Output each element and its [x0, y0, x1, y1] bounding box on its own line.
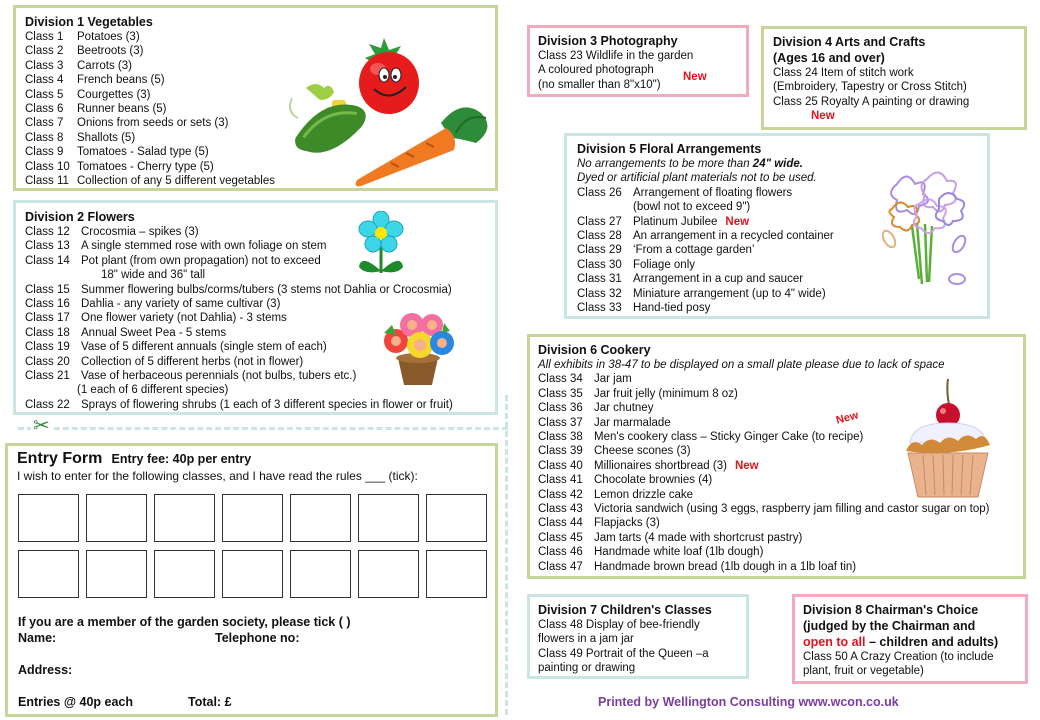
class-number: Class 8	[25, 131, 64, 144]
class-description: Vase of herbaceous perennials (not bulbs, tubers etc.)	[81, 370, 357, 383]
class-description: Cheese scones (3)	[594, 445, 691, 458]
division-title: Division 8 Chairman's Choice	[803, 603, 979, 617]
class-number: Class 16	[25, 298, 70, 311]
class-number: Class 7	[25, 117, 64, 130]
class-description: Vase of 5 different annuals (single stem of each)	[81, 341, 327, 354]
class-number: Class 18	[25, 326, 70, 339]
class-number: Class 46	[538, 546, 583, 559]
class-description: Summer flowering bulbs/corms/tubers (3 stems not Dahlia or Crocosmia)	[81, 283, 452, 296]
class-description: Dahlia - any variety of same cultivar (3)	[81, 298, 281, 311]
class-number: Class 17	[25, 312, 70, 325]
class-number: Class 37	[538, 416, 583, 429]
class-entry-grid	[18, 494, 487, 598]
cut-line	[18, 427, 508, 430]
class-line: Class 25 Royalty A painting or drawing	[773, 95, 970, 108]
class-description: Tomatoes - Cherry type (5)	[77, 160, 214, 173]
class-line: (Embroidery, Tapestry or Cross Stitch)	[773, 81, 967, 94]
division-5-floral-arrangements	[564, 133, 990, 319]
division-8-chairmans-choice	[792, 594, 1028, 684]
division-title: Division 4 Arts and Crafts	[773, 35, 926, 49]
new-badge: New	[834, 409, 860, 427]
class-number: Class 1	[25, 31, 64, 43]
class-description: Jar fruit jelly (minimum 8 oz)	[594, 387, 738, 400]
class-number: Class 4	[25, 74, 64, 87]
division-subtitle: (judged by the Chairman and	[803, 619, 976, 633]
class-number: Class 32	[577, 287, 622, 300]
class-description: Lemon drizzle cake	[594, 488, 694, 501]
class-description: Collection of 5 different herbs (not in flower)	[81, 355, 304, 368]
entry-form	[5, 443, 498, 717]
class-number: Class 13	[25, 240, 70, 253]
class-entry-cell[interactable]	[154, 550, 215, 598]
class-line: plant, fruit or vegetable)	[803, 665, 924, 678]
class-description-continued: 18" wide and 36" tall	[101, 269, 206, 282]
member-tick-line[interactable]: If you are a member of the garden society, please tick ( )	[18, 615, 351, 629]
class-number: Class 26	[577, 186, 622, 199]
class-item	[25, 225, 486, 239]
class-number: Class 30	[577, 258, 622, 271]
class-description: Courgettes (3)	[77, 88, 151, 101]
class-number: Class 21	[25, 370, 70, 383]
division-1-vegetables	[13, 5, 498, 191]
carrot-icon	[346, 98, 506, 188]
division-7-childrens-classes	[527, 594, 749, 679]
class-item	[25, 283, 486, 297]
class-number: Class 44	[538, 517, 583, 530]
class-description: Carrots (3)	[77, 59, 132, 72]
class-description: Collection of any 5 different vegetables	[77, 175, 275, 188]
cupcake-icon	[898, 371, 998, 501]
class-description-continued: (1 each of 6 different species)	[77, 384, 229, 397]
class-item	[538, 502, 1015, 516]
new-badge: New	[725, 215, 750, 228]
class-description: Chocolate brownies (4)	[594, 474, 713, 487]
class-description: Handmade white loaf (1lb dough)	[594, 546, 764, 559]
class-description: Miniature arrangement (up to 4" wide)	[633, 287, 826, 300]
class-item	[538, 516, 1015, 530]
class-entry-cell[interactable]	[86, 550, 147, 598]
class-entry-cell[interactable]	[154, 494, 215, 542]
class-number: Class 9	[25, 146, 64, 159]
class-description: Sprays of flowering shrubs (1 each of 3 different species in flower or fruit)	[81, 398, 453, 411]
class-description: Handmade brown bread (1lb dough in a 1lb loaf tin)	[594, 560, 857, 573]
class-number: Class 40	[538, 459, 583, 472]
class-number: Class 35	[538, 387, 583, 400]
class-number: Class 10	[25, 160, 70, 173]
class-line: Class 24 Item of stitch work	[773, 67, 914, 79]
telephone-field-label[interactable]: Telephone no:	[215, 631, 300, 645]
division-subtitle: (Ages 16 and over)	[773, 51, 885, 65]
class-number: Class 42	[538, 488, 583, 501]
name-field-label[interactable]: Name:	[18, 631, 57, 645]
class-number: Class 3	[25, 59, 64, 72]
class-number: Class 36	[538, 402, 583, 415]
class-description: Potatoes (3)	[77, 31, 140, 43]
division-title: Division 5 Floral Arrangements	[577, 142, 762, 156]
class-number: Class 31	[577, 273, 622, 286]
class-line: Class 50 A Crazy Creation (to include	[803, 651, 994, 663]
class-description: Shallots (5)	[77, 131, 136, 144]
class-entry-cell[interactable]	[222, 550, 283, 598]
class-description: Hand-tied posy	[633, 302, 711, 315]
class-description: French beans (5)	[77, 74, 165, 87]
address-field-label[interactable]: Address:	[18, 663, 73, 677]
class-description: Foliage only	[633, 258, 696, 271]
division-title: Division 2 Flowers	[25, 210, 135, 224]
class-item	[25, 254, 486, 268]
class-description: Flapjacks (3)	[594, 517, 660, 530]
class-description: Annual Sweet Pea - 5 stems	[81, 326, 227, 339]
class-number: Class 6	[25, 103, 64, 116]
class-item	[538, 545, 1015, 559]
class-line: (no smaller than 8"x10")	[538, 78, 661, 91]
class-description: Jar chutney	[594, 402, 654, 415]
class-entry-cell[interactable]	[18, 550, 79, 598]
class-number: Class 11	[25, 175, 69, 188]
class-number: Class 2	[25, 45, 64, 58]
entry-fee: Entry fee: 40p per entry	[111, 452, 252, 466]
class-number: Class 39	[538, 445, 583, 458]
class-line: flowers in a jam jar	[538, 633, 634, 646]
class-item	[538, 560, 1015, 574]
class-number: Class 27	[577, 215, 622, 228]
class-entry-cell[interactable]	[18, 494, 79, 542]
class-description: Millionaires shortbread (3)	[594, 459, 727, 472]
class-number: Class 22	[25, 398, 70, 411]
division-title: Division 6 Cookery	[538, 343, 651, 357]
cut-line-vertical	[505, 395, 508, 715]
class-line: painting or drawing	[538, 662, 636, 675]
division-4-arts-crafts	[761, 26, 1027, 130]
class-number: Class 45	[538, 531, 583, 544]
class-number: Class 20	[25, 355, 70, 368]
class-item	[577, 301, 977, 315]
class-entry-cell[interactable]	[222, 494, 283, 542]
class-entry-cell[interactable]	[358, 550, 419, 598]
class-description: ‘From a cottage garden’	[633, 244, 755, 257]
class-entry-cell[interactable]	[290, 550, 351, 598]
new-badge: New	[683, 71, 707, 83]
class-line: Class 49 Portrait of the Queen –a	[538, 647, 709, 660]
new-badge: New	[734, 459, 759, 472]
class-number: Class 15	[25, 283, 70, 296]
class-entry-cell[interactable]	[426, 550, 487, 598]
class-description: Tomatoes - Salad type (5)	[77, 146, 209, 159]
class-description: Pot plant (from own propagation) not to exceed	[81, 254, 321, 267]
division-title: Division 3 Photography	[538, 34, 678, 48]
division-title: Division 1 Vegetables	[25, 15, 153, 29]
class-number: Class 47	[538, 560, 583, 573]
division-6-cookery	[527, 334, 1026, 579]
class-number: Class 41	[538, 474, 583, 487]
class-number: Class 29	[577, 244, 622, 257]
division-2-flowers	[13, 200, 498, 415]
class-number: Class 34	[538, 373, 583, 386]
class-number: Class 28	[577, 230, 622, 243]
bouquet-icon	[877, 164, 972, 294]
entries-label: Entries @ 40p each	[18, 695, 134, 709]
class-item	[25, 398, 486, 412]
class-number: Class 33	[577, 302, 622, 315]
class-number: Class 38	[538, 431, 583, 444]
class-description: Men's cookery class – Sticky Ginger Cake (to recipe)	[594, 431, 864, 444]
flower-pot-icon	[376, 303, 461, 388]
class-number: Class 5	[25, 88, 64, 101]
class-number: Class 43	[538, 503, 583, 516]
class-line: A coloured photograph	[538, 64, 654, 77]
class-description: Beetroots (3)	[77, 45, 144, 58]
class-entry-cell[interactable]	[290, 494, 351, 542]
class-description: Arrangement of floating flowers	[633, 186, 793, 199]
scissors-icon: ✂	[33, 415, 50, 437]
class-description: An arrangement in a recycled container	[633, 230, 834, 243]
total-field-label[interactable]: Total: £	[188, 695, 232, 709]
class-entry-cell[interactable]	[86, 494, 147, 542]
class-number: Class 14	[25, 254, 70, 267]
class-line: Class 23 Wildlife in the garden	[538, 50, 694, 62]
class-item	[538, 531, 1015, 545]
division-title: Division 7 Children's Classes	[538, 603, 712, 617]
class-description-continued: (bowl not to exceed 9")	[633, 201, 751, 214]
flower-icon	[356, 211, 406, 276]
division-3-photography	[527, 25, 749, 97]
class-description: Jar marmalade	[594, 416, 671, 429]
division-note: No arrangements to be more than 24" wide.	[577, 158, 803, 170]
class-description: Arrangement in a cup and saucer	[633, 273, 804, 286]
class-description: Victoria sandwich (using 3 eggs, raspberry jam filling and castor sugar on top)	[594, 503, 990, 516]
class-number: Class 12	[25, 226, 70, 238]
class-entry-cell[interactable]	[426, 494, 487, 542]
division-subtitle: open to all – children and adults)	[803, 635, 999, 649]
division-note: Dyed or artificial plant materials not to be used.	[577, 172, 817, 185]
printer-credit: Printed by Wellington Consulting www.wcon.co.uk	[598, 695, 899, 709]
class-description: A single stemmed rose with own foliage on stem	[81, 240, 327, 253]
class-description: Runner beans (5)	[77, 103, 167, 116]
entry-form-title: Entry Form	[17, 450, 103, 467]
new-badge: New	[811, 110, 835, 123]
class-description: One flower variety (not Dahlia) - 3 stems	[81, 312, 287, 325]
class-description: Onions from seeds or sets (3)	[77, 117, 229, 130]
class-line: Class 48 Display of bee-friendly	[538, 619, 700, 631]
class-item	[25, 239, 486, 253]
class-description: Crocosmia – spikes (3)	[81, 226, 199, 238]
class-entry-cell[interactable]	[358, 494, 419, 542]
class-description: Platinum Jubilee	[633, 215, 718, 228]
class-description: Jar jam	[594, 373, 632, 386]
division-note: All exhibits in 38-47 to be displayed on a small plate please due to lack of space	[538, 359, 945, 371]
class-number: Class 19	[25, 341, 70, 354]
entry-intro: I wish to enter for the following classes, and I have read the rules ___ (tick):	[17, 469, 418, 484]
class-description: Jam tarts (4 made with shortcrust pastry)	[594, 531, 803, 544]
